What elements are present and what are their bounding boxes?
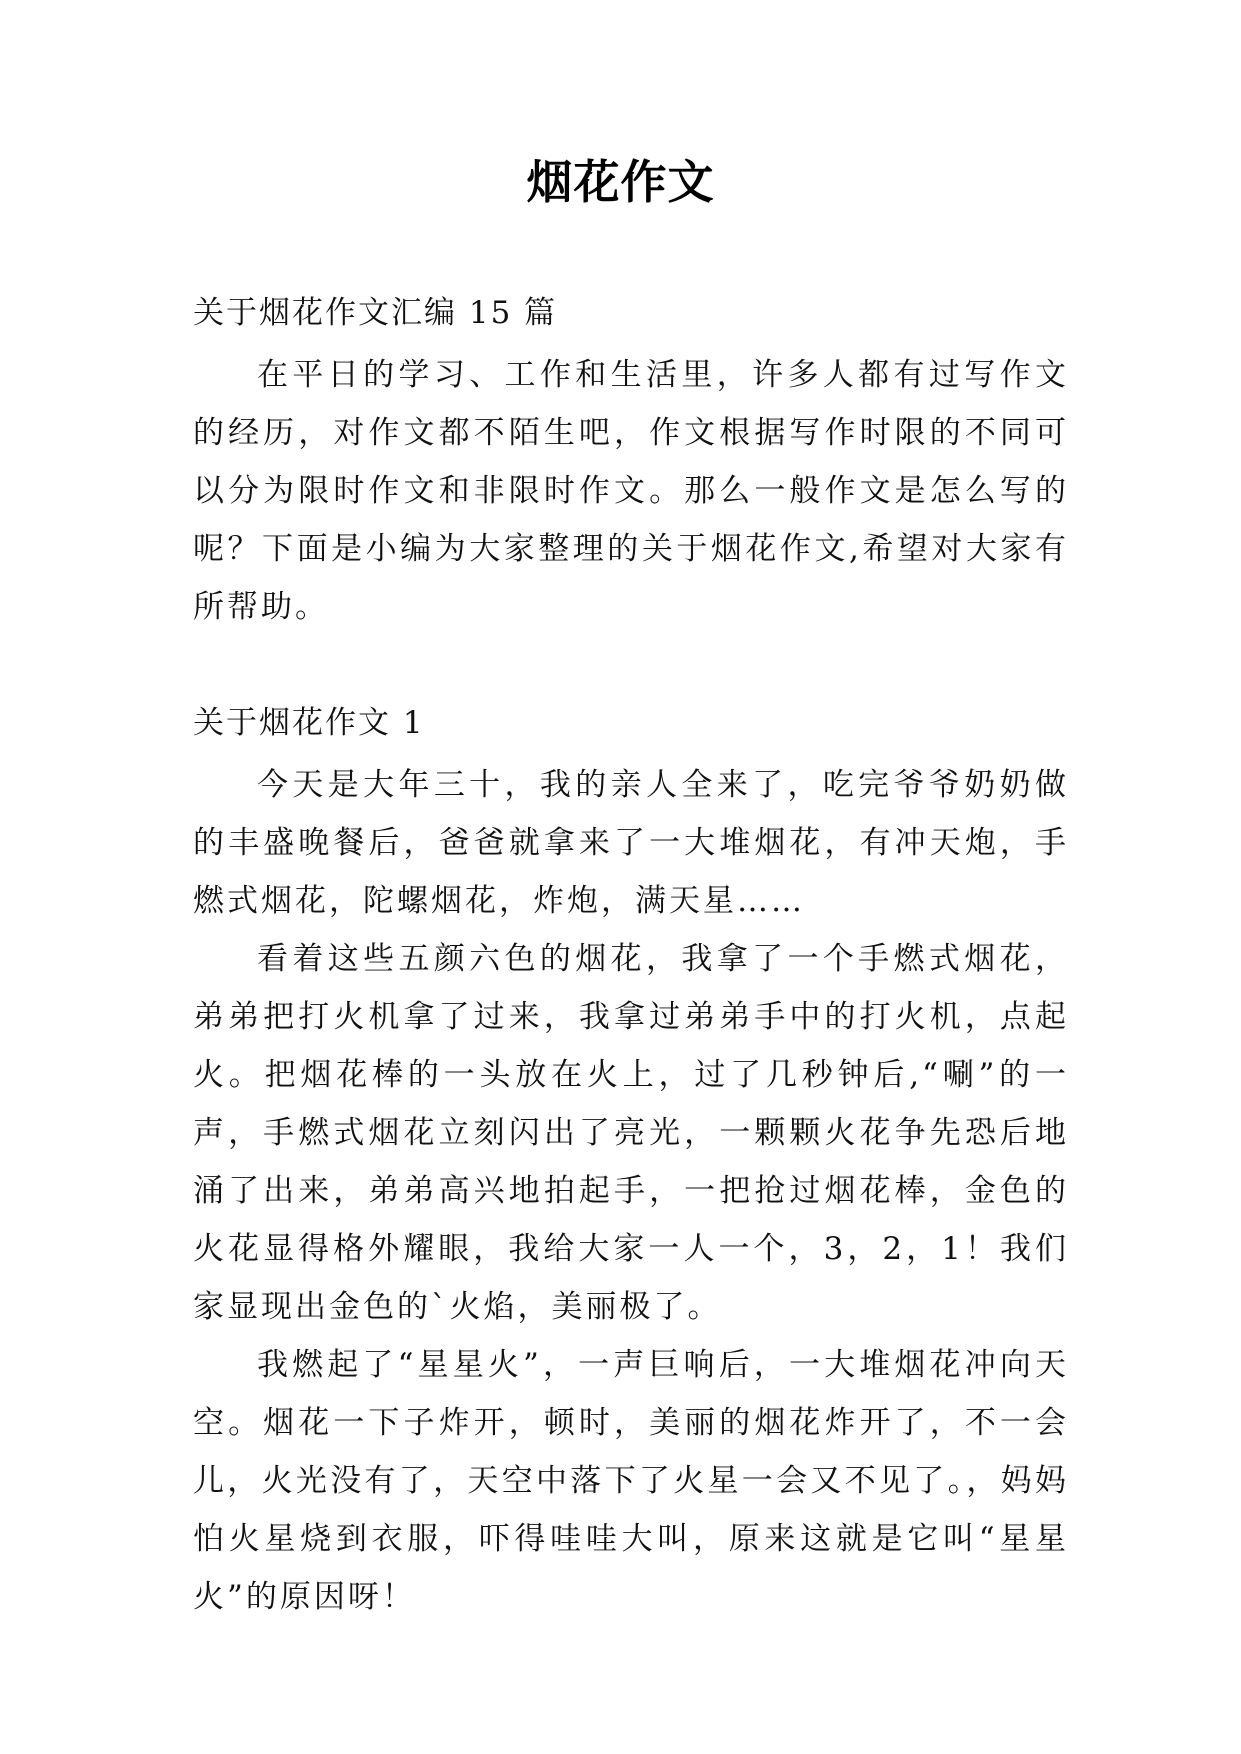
section-heading: 关于烟花作文 1 [193,705,425,741]
section-spacer [193,636,1069,698]
essay-section [193,698,1069,1626]
collection-subtitle: 关于烟花作文汇编 15 篇 [193,295,558,331]
section-paragraph: 今天是大年三十，我的亲人全来了，吃完爷爷奶奶做的丰盛晚餐后，爸爸就拿来了一大堆烟花，有冲天炮，手燃式烟花，陀螺烟花，炸炮，满天星…… [193,767,1069,919]
intro-paragraph: 在平日的学习、工作和生活里，许多人都有过写作文的经历，对作文都不陌生吧，作文根据写作时限的不同可以分为限时作文和非限时作文。那么一般作文是怎么写的呢？下面是小编为大家整理的关于烟花作文,希望对大家有所帮助。 [193,357,1069,625]
document-body [193,288,1069,1626]
document-title: 烟花作文 [526,155,715,209]
section-paragraph: 我燃起了“星星火”，一声巨响后，一大堆烟花冲向天空。烟花一下子炸开，顿时，美丽的烟花炸开了，不一会儿，火光没有了，天空中落下了火星一会又不见了。，妈妈怕火星烧到衣服，吓得哇哇大叫，原来这就是它叫“星星火”的原因呀！ [193,1347,1069,1615]
section-paragraph: 看着这些五颜六色的烟花，我拿了一个手燃式烟花，弟弟把打火机拿了过来，我拿过弟弟手中的打火机，点起火。把烟花棒的一头放在火上，过了几秒钟后,“唰”的一声，手燃式烟花立刻闪出了亮光，一颗颗火花争先恐后地涌了出来，弟弟高兴地拍起手，一把抢过烟花棒，金色的火花显得格外耀眼，我给大家一人一个，3，2，1！我们家显现出金色的`火焰，美丽极了。 [193,941,1069,1325]
